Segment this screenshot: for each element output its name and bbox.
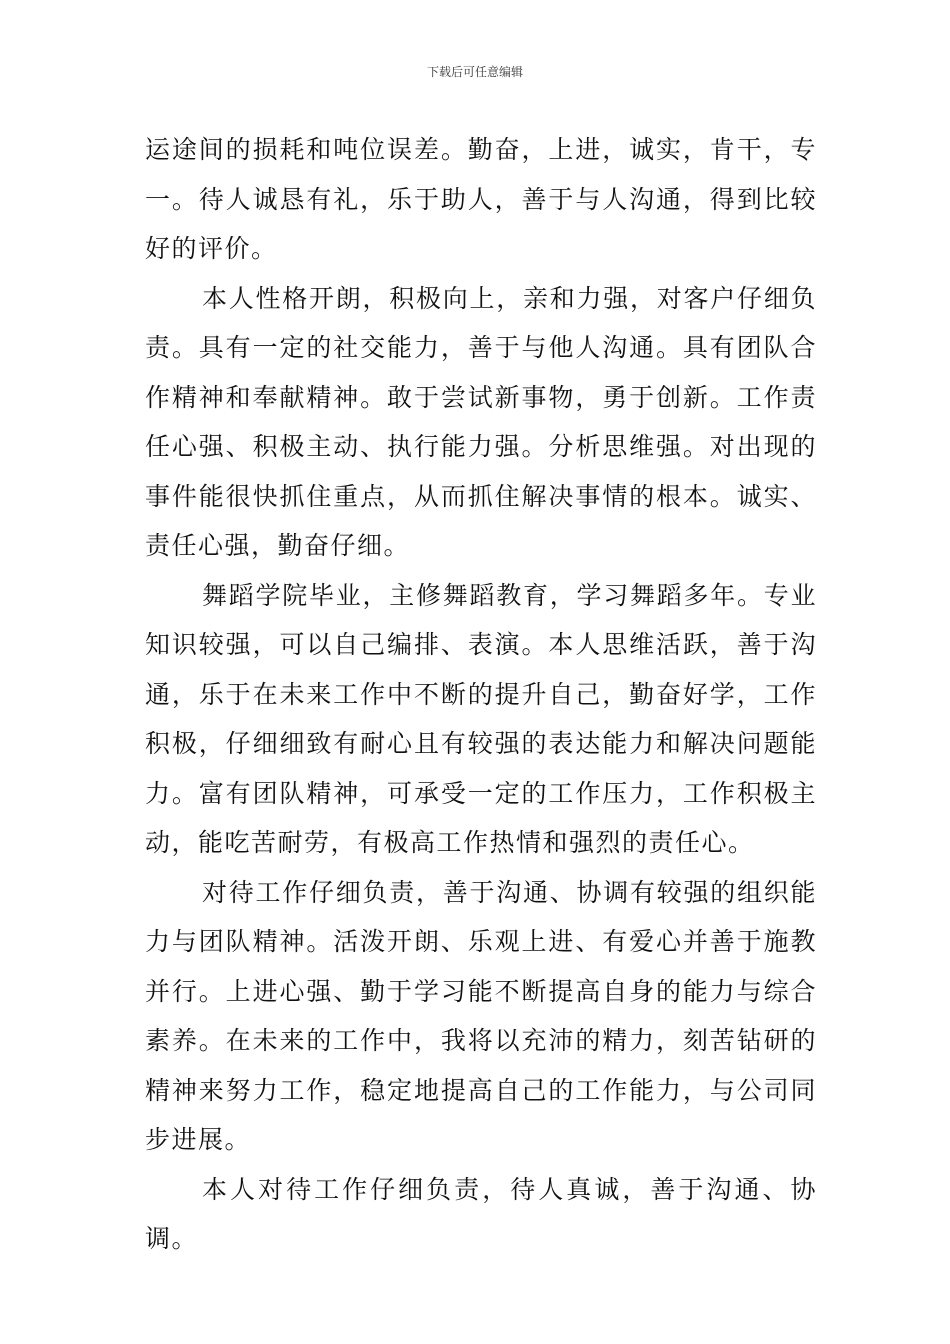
paragraph-3: 舞蹈学院毕业，主修舞蹈教育，学习舞蹈多年。专业知识较强，可以自己编排、表演。本人思维活跃，善于沟通，乐于在未来工作中不断的提升自己，勤奋好学，工作积极，仔细细致有耐心且有较强的表达能力和解决问题能力。富有团队精神，可承受一定的工作压力，工作积极主动，能吃苦耐劳，有极高工作热情和强烈的责任心。 (145, 580, 817, 857)
paragraph-1: 运途间的损耗和吨位误差。勤奋，上进，诚实，肯干，专一。待人诚恳有礼，乐于助人，善于与人沟通，得到比较好的评价。 (145, 135, 817, 263)
paragraph-4: 对待工作仔细负责，善于沟通、协调有较强的组织能力与团队精神。活泼开朗、乐观上进、有爱心并善于施教并行。上进心强、勤于学习能不断提高自身的能力与综合素养。在未来的工作中，我将以充沛的精力，刻苦钻研的精神来努力工作，稳定地提高自己的工作能力，与公司同步进展。 (145, 877, 817, 1154)
paragraph-2: 本人性格开朗，积极向上，亲和力强，对客户仔细负责。具有一定的社交能力，善于与他人沟通。具有团队合作精神和奉献精神。敢于尝试新事物，勇于创新。工作责任心强、积极主动、执行能力强。分析思维强。对出现的事件能很快抓住重点，从而抓住解决事情的根本。诚实、责任心强，勤奋仔细。 (145, 283, 817, 560)
document-body (145, 125, 817, 1264)
page-header: 下载后可任意编辑 (426, 65, 523, 79)
paragraph-5: 本人对待工作仔细负责，待人真诚，善于沟通、协调。 (145, 1174, 817, 1253)
